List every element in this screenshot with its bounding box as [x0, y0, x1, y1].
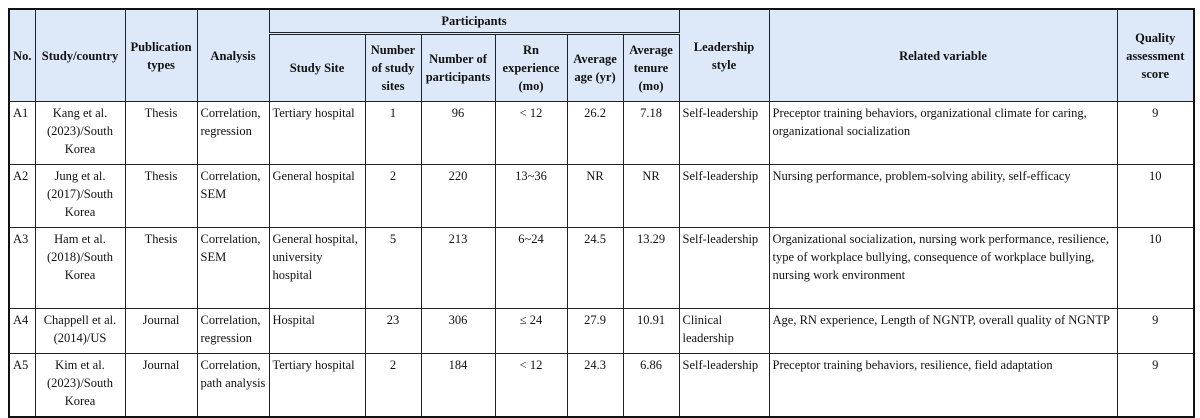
cell-rn-experience: 13~36 [495, 165, 567, 228]
cell-no: A5 [9, 354, 35, 418]
cell-related: Nursing performance, problem-solving ability, self-efficacy [769, 165, 1117, 228]
cell-age: NR [567, 165, 623, 228]
table-row [9, 102, 1194, 165]
header-average-age: Average age (yr) [567, 34, 623, 102]
table-header [9, 9, 1194, 102]
table-row [9, 309, 1194, 354]
cell-no: A2 [9, 165, 35, 228]
cell-site: General hospital, university hospital [269, 228, 365, 309]
cell-tenure: 7.18 [623, 102, 679, 165]
table-row [9, 354, 1194, 418]
cell-num-sites: 5 [365, 228, 421, 309]
cell-tenure: 6.86 [623, 354, 679, 418]
cell-site: Tertiary hospital [269, 354, 365, 418]
cell-quality: 9 [1117, 309, 1194, 354]
cell-analysis: Correlation, regression [197, 102, 269, 165]
cell-study: Kim et al. (2023)/South Korea [35, 354, 125, 418]
cell-analysis: Correlation, path analysis [197, 354, 269, 418]
cell-num-sites: 2 [365, 354, 421, 418]
cell-no: A4 [9, 309, 35, 354]
cell-num-participants: 96 [421, 102, 495, 165]
cell-leadership: Clinical leadership [679, 309, 769, 354]
header-rn-experience: Rn experience (mo) [495, 34, 567, 102]
cell-num-sites: 1 [365, 102, 421, 165]
cell-quality: 9 [1117, 102, 1194, 165]
header-publication-types: Publication types [125, 9, 197, 102]
cell-site: General hospital [269, 165, 365, 228]
cell-age: 24.5 [567, 228, 623, 309]
table-body [9, 102, 1194, 418]
cell-num-participants: 306 [421, 309, 495, 354]
cell-num-participants: 213 [421, 228, 495, 309]
cell-publication: Journal [125, 309, 197, 354]
cell-rn-experience: 6~24 [495, 228, 567, 309]
cell-site: Tertiary hospital [269, 102, 365, 165]
cell-rn-experience: ≤ 24 [495, 309, 567, 354]
cell-quality: 10 [1117, 165, 1194, 228]
table-row [9, 228, 1194, 309]
cell-leadership: Self-leadership [679, 165, 769, 228]
cell-tenure: 13.29 [623, 228, 679, 309]
cell-related: Organizational socialization, nursing work performance, resilience, type of workplace bullying, consequence of workplace bullying, nursing work environment [769, 228, 1117, 309]
cell-leadership: Self-leadership [679, 102, 769, 165]
cell-num-participants: 184 [421, 354, 495, 418]
header-analysis: Analysis [197, 9, 269, 102]
cell-publication: Journal [125, 354, 197, 418]
cell-publication: Thesis [125, 165, 197, 228]
header-study-country: Study/country [35, 9, 125, 102]
header-quality-score: Quality assessment score [1117, 9, 1194, 102]
cell-tenure: NR [623, 165, 679, 228]
cell-analysis: Correlation, SEM [197, 165, 269, 228]
header-related-variable: Related variable [769, 9, 1117, 102]
cell-num-sites: 2 [365, 165, 421, 228]
cell-age: 24.3 [567, 354, 623, 418]
header-no: No. [9, 9, 35, 102]
cell-publication: Thesis [125, 102, 197, 165]
studies-table-container [8, 8, 1193, 418]
cell-rn-experience: < 12 [495, 354, 567, 418]
table-row [9, 165, 1194, 228]
header-number-of-sites: Number of study sites [365, 34, 421, 102]
cell-study: Kang et al. (2023)/South Korea [35, 102, 125, 165]
cell-study: Ham et al. (2018)/South Korea [35, 228, 125, 309]
header-average-tenure: Average tenure (mo) [623, 34, 679, 102]
cell-related: Preceptor training behaviors, resilience, field adaptation [769, 354, 1117, 418]
cell-age: 27.9 [567, 309, 623, 354]
cell-quality: 9 [1117, 354, 1194, 418]
header-participants: Participants [269, 9, 679, 34]
cell-study: Jung et al. (2017)/South Korea [35, 165, 125, 228]
header-study-site: Study Site [269, 34, 365, 102]
studies-table [8, 8, 1195, 418]
cell-related: Age, RN experience, Length of NGNTP, overall quality of NGNTP [769, 309, 1117, 354]
cell-study: Chappell et al. (2014)/US [35, 309, 125, 354]
cell-num-sites: 23 [365, 309, 421, 354]
cell-leadership: Self-leadership [679, 228, 769, 309]
cell-rn-experience: < 12 [495, 102, 567, 165]
cell-quality: 10 [1117, 228, 1194, 309]
cell-site: Hospital [269, 309, 365, 354]
cell-publication: Thesis [125, 228, 197, 309]
cell-no: A1 [9, 102, 35, 165]
cell-leadership: Self-leadership [679, 354, 769, 418]
cell-related: Preceptor training behaviors, organizational climate for caring, organizational socialization [769, 102, 1117, 165]
cell-analysis: Correlation, SEM [197, 228, 269, 309]
header-number-of-participants: Number of participants [421, 34, 495, 102]
cell-no: A3 [9, 228, 35, 309]
cell-analysis: Correlation, regression [197, 309, 269, 354]
cell-tenure: 10.91 [623, 309, 679, 354]
cell-age: 26.2 [567, 102, 623, 165]
cell-num-participants: 220 [421, 165, 495, 228]
header-leadership-style: Leadership style [679, 9, 769, 102]
